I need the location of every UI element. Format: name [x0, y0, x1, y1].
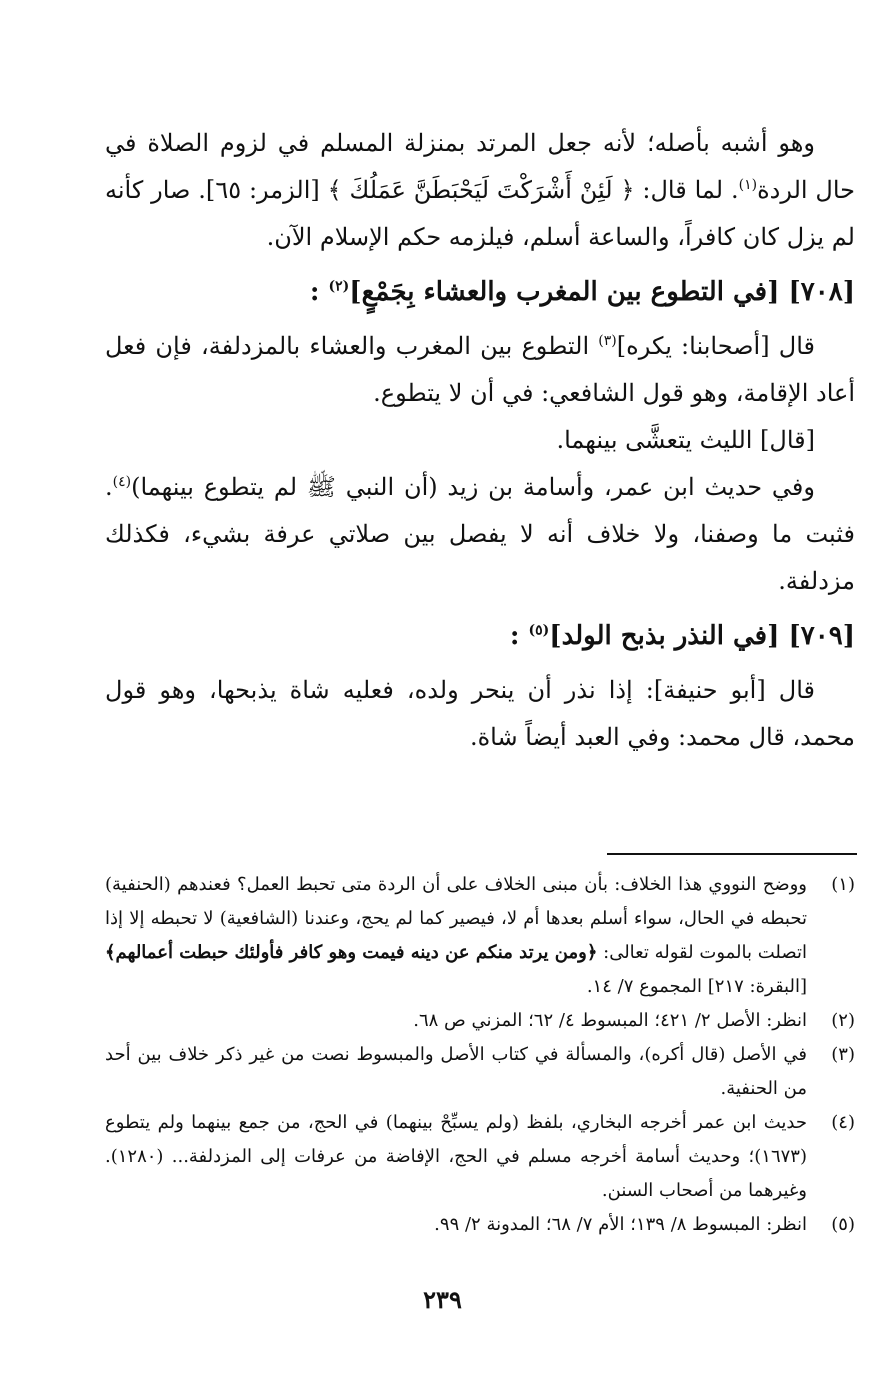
footnote-text-part: ووضح النووي هذا الخلاف: بأن مبنى الخلاف على أن الردة متى تحبط العمل؟ فعندهم (الحنفية) تحبطه في الحال، سواء أسلم بعدها أم لا، فيصير كما لم يحج، وعندنا (الشافعية) لا تحبطه إلا إذا اتصلت بالموت لقوله تعالى:: [105, 874, 807, 963]
footnote-4: [105, 1106, 855, 1208]
footnote-ref-2[interactable]: (٢): [328, 278, 350, 295]
paragraph-4: [105, 464, 855, 605]
footnote-ref-4[interactable]: (٤): [112, 474, 132, 490]
footnote-ref-5[interactable]: (٥): [528, 622, 550, 639]
footnote-text: انظر: الأصل ٢/ ٤٢١؛ المبسوط ٤/ ٦٢؛ المزني ص ٦٨.: [413, 1010, 807, 1031]
page-number: ٢٣٩: [423, 1285, 462, 1314]
main-text: [105, 120, 855, 761]
paragraph-5: [105, 667, 855, 761]
footnote-ref-3[interactable]: (٣): [598, 333, 617, 349]
paragraph-2: [105, 323, 855, 417]
section-number-708: [٧٠٨]: [788, 277, 855, 307]
paragraph-4-text-cont: . فثبت ما وصفنا، ولا خلاف أنه لا يفصل بين صلاتي عرفة بشيء، فكذلك مزدلفة.: [105, 473, 855, 595]
paragraph-1-text: وهو أشبه بأصله؛ لأنه جعل المرتد بمنزلة المسلم في لزوم الصلاة في حال الردة: [105, 129, 856, 204]
section-title-708: [في التطوع بين المغرب والعشاء بِجَمْعٍ]: [349, 277, 780, 307]
footnote-text: حديث ابن عمر أخرجه البخاري، بلفظ (ولم يسبِّحْ بينهما) في الحج، من جمع بينهما ولم يتطوع (١٦٧٣)؛ وحديث أسامة أخرجه مسلم في الحج، الإفاضة من عرفات إلى المزدلفة... (١٢٨٠). وغيرهما من أصحاب السنن.: [105, 1112, 807, 1201]
paragraph-1: [105, 120, 855, 261]
footnote-separator: [607, 853, 857, 855]
heading-colon: :: [509, 621, 520, 651]
footnote-mark: (٤): [831, 1112, 855, 1133]
footnote-5: [105, 1208, 855, 1242]
footnote-mark: (٥): [831, 1214, 855, 1235]
footnote-mark: (٣): [831, 1044, 855, 1065]
paragraph-5-text: قال [أبو حنيفة]: إذا نذر أن ينحر ولده، فعليه شاة يذبحها، وهو قول محمد، قال محمد: وفي العبد أيضاً شاة.: [105, 676, 855, 751]
footnote-quran-quote: ﴿ومن يرتد منكم عن دينه فيمت وهو كافر فأولئك حبطت أعمالهم﴾: [105, 942, 598, 963]
paragraph-3: [105, 417, 855, 464]
footnote-ref-1[interactable]: (١): [738, 177, 758, 193]
section-heading-709: [105, 611, 855, 661]
footnote-1: [105, 868, 855, 1004]
paragraph-2-text-cont: التطوع بين المغرب والعشاء بالمزدلفة، فإن فعل أعاد الإقامة، وهو قول الشافعي: في أن لا يتطوع.: [105, 332, 855, 407]
paragraph-3-text: [قال] الليث يتعشَّى بينهما.: [556, 426, 815, 454]
heading-colon: :: [309, 277, 320, 307]
footnote-text-part: [البقرة: ٢١٧] المجموع ٧/ ١٤.: [586, 976, 807, 997]
footnote-text: انظر: المبسوط ٨/ ١٣٩؛ الأم ٧/ ٦٨؛ المدونة ٢/ ٩٩.: [434, 1214, 807, 1235]
footnotes: [105, 868, 855, 1242]
section-number-709: [٧٠٩]: [788, 621, 855, 651]
paragraph-2-text: قال [أصحابنا: يكره]: [616, 332, 815, 360]
paragraph-4-text: وفي حديث ابن عمر، وأسامة بن زيد (أن النبي ﷺ لم يتطوع بينهما): [131, 473, 815, 501]
footnote-text: [105, 868, 807, 1004]
paragraph-1-text-cont: . لما قال: ﴿ لَئِنْ أَشْرَكْتَ لَيَحْبَطَنَّ عَمَلُكَ ﴾ [الزمر: ٦٥]. صار كأنه لم يزل كان كافراً، والساعة أسلم، فيلزمه حكم الإسلام الآن.: [105, 176, 855, 251]
section-title-709: [في النذر بذبح الولد]: [549, 621, 780, 651]
section-heading-708: [105, 267, 855, 317]
footnote-2: [105, 1004, 855, 1038]
footnote-mark: (٢): [831, 1010, 855, 1031]
footnote-mark: (١): [831, 874, 855, 895]
footnote-3: [105, 1038, 855, 1106]
footnote-text: في الأصل (قال أكره)، والمسألة في كتاب الأصل والمبسوط نصت من غير ذكر خلاف بين أحد من الحنفية.: [105, 1044, 807, 1099]
